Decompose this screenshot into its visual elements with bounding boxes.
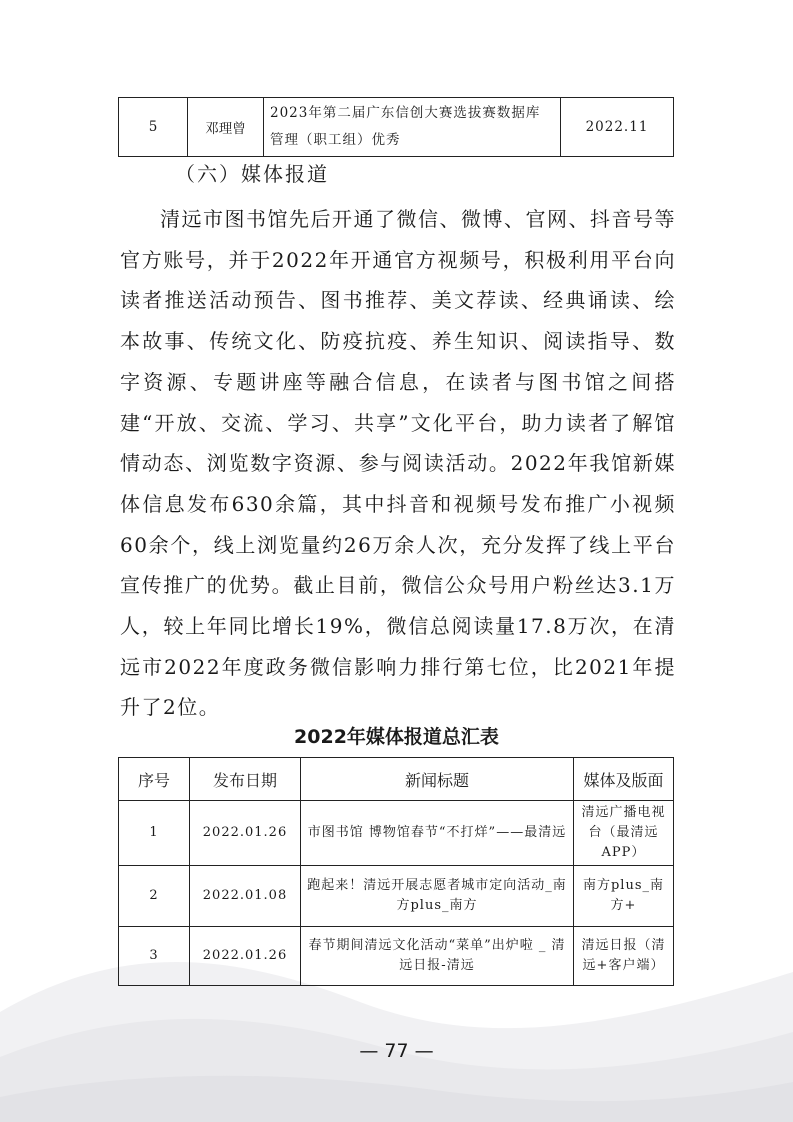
row-title: 春节期间清远文化活动“菜单”出炉啦 _ 清远日报-清远 bbox=[301, 927, 574, 986]
row-media: 清远日报（清远+客户端） bbox=[574, 927, 674, 986]
table-row bbox=[119, 866, 674, 927]
column-header-date: 发布日期 bbox=[190, 758, 301, 801]
row-title: 跑起来！清远开展志愿者城市定向活动_南方plus_南方 bbox=[301, 866, 574, 927]
table-row bbox=[119, 927, 674, 986]
row-date: 2022.01.26 bbox=[190, 927, 301, 986]
award-table bbox=[118, 97, 674, 157]
row-number: 2 bbox=[119, 866, 190, 927]
row-date: 2022.01.26 bbox=[190, 801, 301, 866]
table-header-row bbox=[119, 758, 674, 801]
table-row bbox=[119, 801, 674, 866]
award-row-date: 2022.11 bbox=[561, 98, 674, 157]
row-media: 清远广播电视台（最清远APP） bbox=[574, 801, 674, 866]
award-row-title: 2023年第二届广东信创大赛选拔赛数据库管理（职工组）优秀 bbox=[264, 98, 561, 157]
row-number: 1 bbox=[119, 801, 190, 866]
section-heading: （六）媒体报道 bbox=[175, 162, 329, 186]
row-media: 南方plus_南方+ bbox=[574, 866, 674, 927]
table-title: 2022年媒体报道总汇表 bbox=[294, 726, 499, 748]
page-number: — 77 — bbox=[359, 1040, 434, 1062]
row-number: 3 bbox=[119, 927, 190, 986]
award-row-name: 邓理曾 bbox=[188, 98, 264, 157]
row-title: 市图书馆 博物馆春节“不打烊”——最清远 bbox=[301, 801, 574, 866]
table-row bbox=[119, 98, 674, 157]
column-header-media: 媒体及版面 bbox=[574, 758, 674, 801]
body-paragraph: 清远市图书馆先后开通了微信、微博、官网、抖音号等官方账号，并于2022年开通官方视频号，积极利用平台向读者推送活动预告、图书推荐、美文荐读、经典诵读、绘本故事、传统文化、防疫抗疫、养生知识、阅读指导、数字资源、专题讲座等融合信息，在读者与图书馆之间搭建“开放、交流、学习、共享”文化平台，助力读者了解馆情动态、浏览数字资源、参与阅读活动。2022年我馆新媒体信息发布630余篇，其中抖音和视频号发布推广小视频60余个，线上浏览量约26万余人次，充分发挥了线上平台宣传推广的优势。截止目前，微信公众号用户粉丝达3.1万人，较上年同比增长19%，微信总阅读量17.8万次，在清远市2022年度政务微信影响力排行第七位，比2021年提升了2位。 bbox=[120, 207, 676, 720]
column-header-title: 新闻标题 bbox=[301, 758, 574, 801]
column-header-number: 序号 bbox=[119, 758, 190, 801]
award-row-number: 5 bbox=[119, 98, 188, 157]
media-report-table bbox=[118, 757, 674, 986]
row-date: 2022.01.08 bbox=[190, 866, 301, 927]
